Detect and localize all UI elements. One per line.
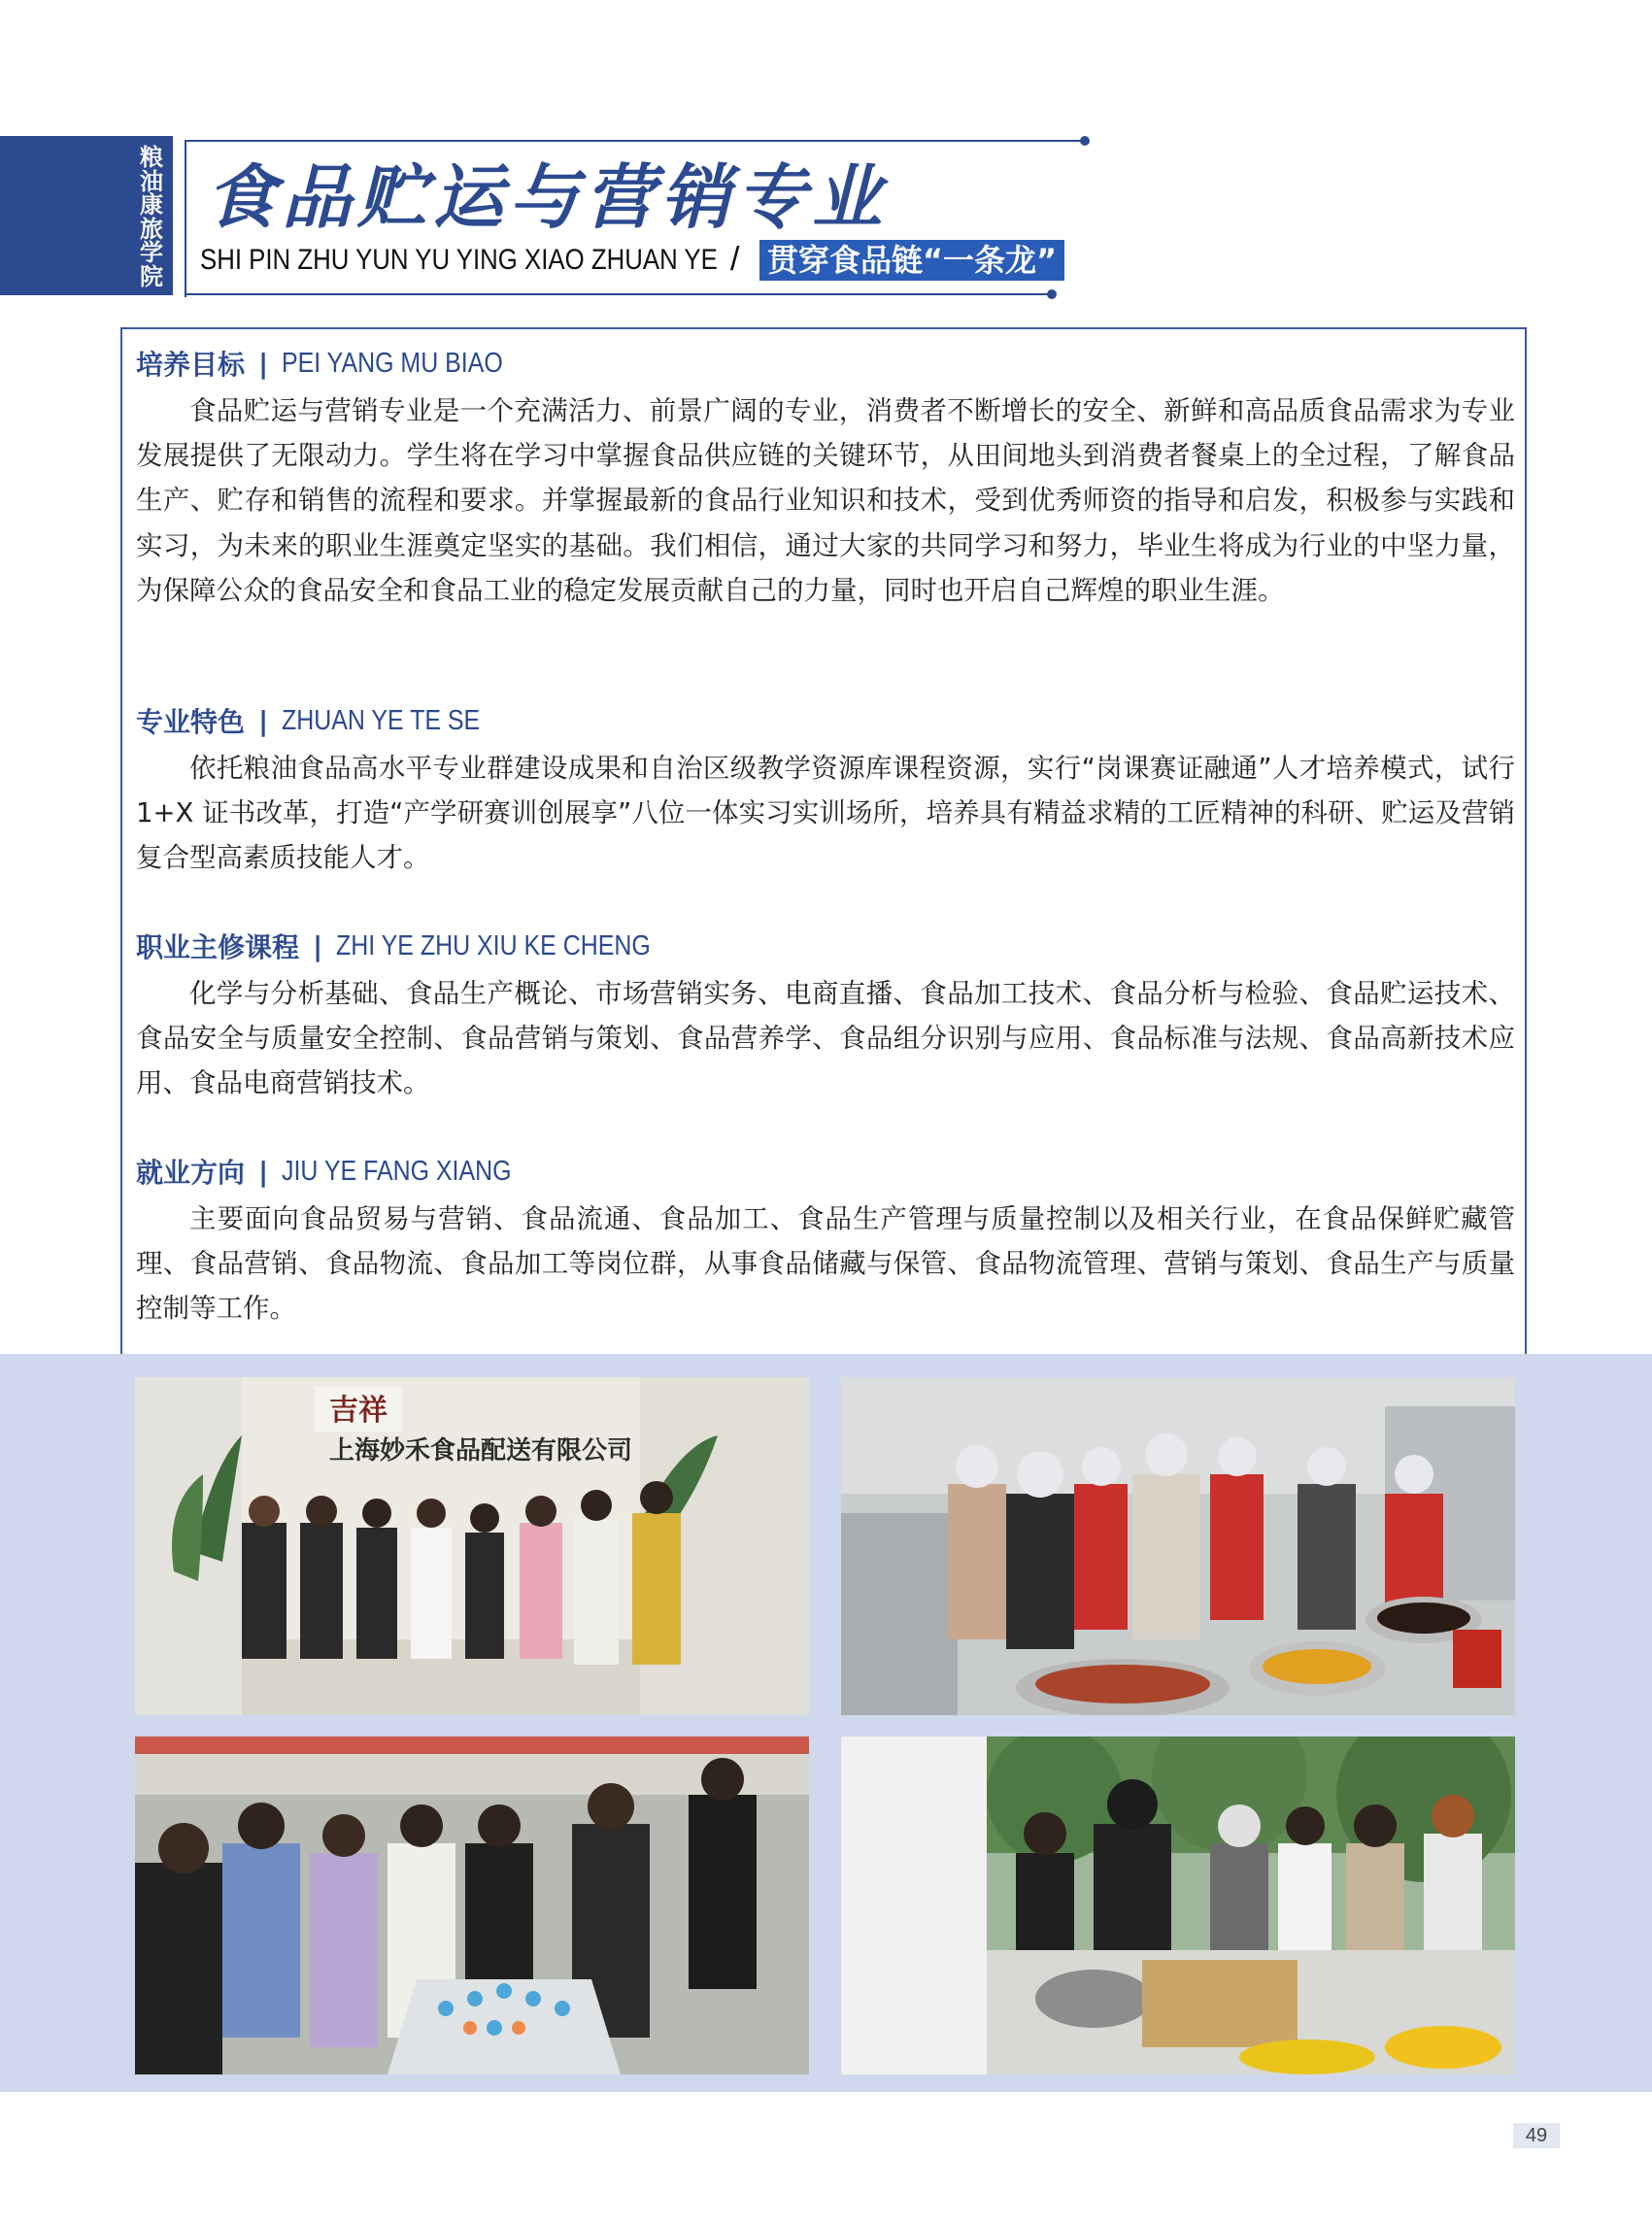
title-frame-left-line xyxy=(185,140,186,297)
section-heading-cn: 职业主修课程 xyxy=(136,931,300,963)
section-heading-cn: 就业方向 xyxy=(136,1157,246,1189)
section-body: 依托粮油食品高水平专业群建设成果和自治区级教学资源库课程资源，实行“岗课赛证融通”人才培养模式，试行 1+X 证书改革，打造“产学研赛训创展享”八位一体实习实训场所，培养具有精益求精的工匠精神的科研、贮运及营销复合型高素质技能人才。 xyxy=(136,753,1515,874)
title-frame-bottom-dot xyxy=(1047,289,1057,299)
section-heading-pinyin: JIU YE FANG XIANG xyxy=(282,1155,512,1187)
section-heading-cn: 培养目标 xyxy=(136,349,246,381)
section-heading xyxy=(136,342,1515,385)
photo-company-visit xyxy=(135,1377,809,1715)
section-heading-pinyin: PEI YANG MU BIAO xyxy=(282,347,504,379)
sign-company-text: 上海妙禾食品配送有限公司 xyxy=(329,1436,633,1466)
title-separator: / xyxy=(730,241,740,278)
sign-logo-text: 吉祥 xyxy=(329,1394,388,1428)
page-title: 食品贮运与营销专业 xyxy=(206,156,889,238)
heading-divider: | xyxy=(258,1155,269,1188)
page-title-pinyin: SHI PIN ZHU YUN YU YING XIAO ZHUAN YE xyxy=(200,244,718,276)
section-employment xyxy=(136,1150,1515,1332)
section-heading xyxy=(136,699,1515,742)
photo-drinks-demo xyxy=(135,1736,809,2074)
heading-divider: | xyxy=(313,929,323,962)
section-body: 化学与分析基础、食品生产概论、市场营销实务、电商直播、食品加工技术、食品分析与检验、食品贮运技术、食品安全与质量安全控制、食品营销与策划、食品营养学、食品组分识别与应用、食品标准与法规、食品高新技术应用、食品电商营销技术。 xyxy=(136,978,1515,1099)
photo-outdoor-food-event xyxy=(841,1736,1515,2074)
section-body: 主要面向食品贸易与营销、食品流通、食品加工、食品生产管理与质量控制以及相关行业，在食品保鲜贮藏管理、食品营销、食品物流、食品加工等岗位群，从事食品储藏与保管、食品物流管理、营销与策划、食品生产与质量控制等工作。 xyxy=(136,1203,1515,1325)
section-training-goals xyxy=(136,342,1515,613)
title-frame-top-dot xyxy=(1080,136,1090,146)
section-heading-cn: 专业特色 xyxy=(136,706,246,738)
heading-divider: | xyxy=(258,704,269,737)
photo-kitchen-inspection xyxy=(841,1377,1515,1715)
section-heading-pinyin: ZHUAN YE TE SE xyxy=(282,704,481,736)
heading-divider: | xyxy=(258,347,269,380)
section-heading-pinyin: ZHI YE ZHU XIU KE CHENG xyxy=(336,929,652,961)
page-number: 49 xyxy=(1513,2123,1560,2148)
section-core-courses xyxy=(136,925,1515,1106)
college-name: 粮油康旅学院 xyxy=(140,144,163,290)
title-frame-bottom-line xyxy=(185,293,1049,295)
section-heading xyxy=(136,1150,1515,1193)
title-frame-top-line xyxy=(185,140,1082,142)
section-heading xyxy=(136,925,1515,967)
section-body: 食品贮运与营销专业是一个充满活力、前景广阔的专业，消费者不断增长的安全、新鲜和高品质食品需求为专业发展提供了无限动力。学生将在学习中掌握食品供应链的关键环节，从田间地头到消费者餐桌上的全过程，了解食品生产、贮存和销售的流程和要求。并掌握最新的食品行业知识和技术，受到优秀师资的指导和启发，积极参与实践和实习，为未来的职业生涯奠定坚实的基础。我们相信，通过大家的共同学习和努力，毕业生将成为行业的中坚力量，为保障公众的食品安全和食品工业的稳定发展贡献自己的力量，同时也开启自己辉煌的职业生涯。 xyxy=(136,395,1515,606)
tagline-badge: 贯穿食品链“一条龙” xyxy=(759,240,1064,281)
section-features xyxy=(136,699,1515,881)
